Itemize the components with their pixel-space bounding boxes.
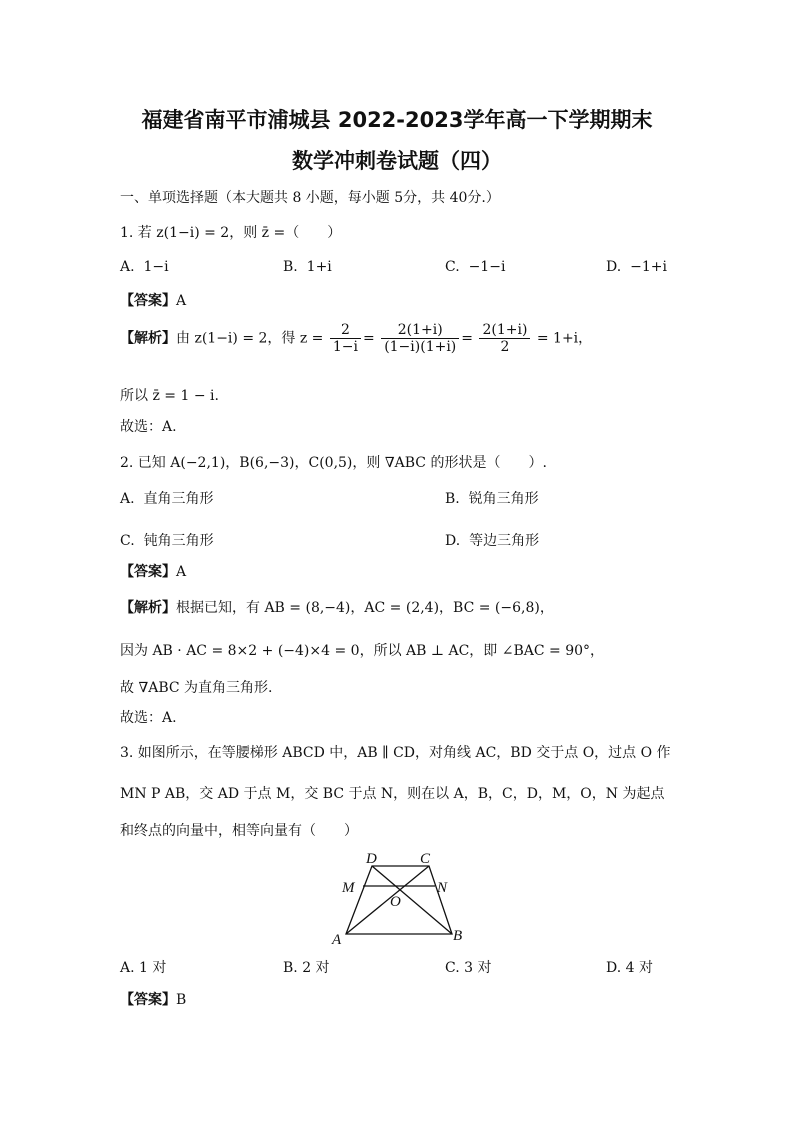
- q2-analysis-line-3: 故 ∇ABC 为直角三角形.: [120, 680, 273, 696]
- answer-value: B: [176, 992, 187, 1008]
- fraction-1: $\frac{2}{1-i}$: [330, 322, 361, 355]
- q3-option-a[interactable]: A. 1 对: [120, 960, 167, 976]
- fraction-3: $\frac{2(1+i)}{2}$: [479, 322, 530, 355]
- title-line-1: 福建省南平市浦城县 2022-2023学年高一下学期期末: [141, 108, 653, 132]
- label-a: A: [332, 932, 342, 948]
- answer-tag: 【答案】: [120, 992, 176, 1008]
- q2-answer: [120, 561, 186, 581]
- label-b: B: [453, 928, 463, 944]
- fraction-2: $\frac{2(1+i)}{(1-i)(1+i)}$: [381, 322, 459, 355]
- q1-option-c[interactable]: C. −1−i: [445, 259, 506, 275]
- analysis-tag: 【解析】: [120, 600, 176, 616]
- analysis-post: = 1+i，: [536, 330, 593, 347]
- answer-value: A: [176, 564, 187, 580]
- q1-analysis: 【解析】由 z(1−i) = 2，得 z = $\frac{2}{1-i}$ = $\frac{2(1+i)}{(1-i)(1+i)}$ = $\frac{2(1+i)}{2}$ = 1+i，: [120, 322, 593, 355]
- q1-choose: 故选：A.: [120, 419, 177, 435]
- q3-answer: [120, 989, 186, 1009]
- q1-answer: [120, 290, 186, 310]
- q1-option-d[interactable]: D. −1+i: [606, 259, 667, 275]
- analysis-pre: 由 z(1−i) = 2，得 z =: [176, 330, 324, 347]
- q1-option-a[interactable]: A. 1−i: [120, 259, 169, 275]
- q1-analysis-line-2: 所以 z̄ = 1 − i.: [120, 388, 219, 404]
- q2-option-c[interactable]: C. 钝角三角形: [120, 533, 214, 549]
- q2-option-b[interactable]: B. 锐角三角形: [445, 491, 539, 507]
- answer-value: A: [176, 293, 187, 309]
- label-d: D: [366, 851, 377, 867]
- q2-analysis-line-1: 【解析】根据已知，有 AB = (8,−4)，AC = (2,4)，BC = (−6,8)，: [120, 600, 554, 616]
- label-n: N: [437, 880, 448, 896]
- label-o: O: [390, 894, 401, 910]
- section-heading: 一、单项选择题（本大题共 8 小题，每小题 5分，共 40分.）: [120, 190, 500, 206]
- trapezoid-figure: [326, 848, 486, 948]
- q3-option-c[interactable]: C. 3 对: [445, 960, 492, 976]
- q3-stem-line-1: 3. 如图所示，在等腰梯形 ABCD 中，AB ∥ CD，对角线 AC，BD 交于点 O，过点 O 作: [120, 745, 671, 761]
- q2-option-a[interactable]: A. 直角三角形: [120, 491, 214, 507]
- q2-choose: 故选：A.: [120, 710, 177, 726]
- q3-option-b[interactable]: B. 2 对: [283, 960, 330, 976]
- label-m: M: [342, 880, 355, 896]
- title-line-2: 数学冲刺卷试题（四）: [292, 149, 502, 173]
- q3-stem-line-3: 和终点的向量中，相等向量有（ ）: [120, 823, 358, 839]
- analysis-tag: 【解析】: [120, 330, 176, 347]
- answer-tag: 【答案】: [120, 293, 176, 309]
- q3-option-d[interactable]: D. 4 对: [606, 960, 653, 976]
- q2-stem: 2. 已知 A(−2,1)，B(6,−3)，C(0,5)，则 ∇ABC 的形状是（ ）.: [120, 455, 547, 471]
- answer-tag: 【答案】: [120, 564, 176, 580]
- q1-option-b[interactable]: B. 1+i: [283, 259, 332, 275]
- q2-analysis-line-2: 因为 AB · AC = 8×2 + (−4)×4 = 0，所以 AB ⊥ AC，即 ∠BAC = 90°，: [120, 643, 605, 659]
- q1-stem: 1. 若 z(1−i) = 2，则 z̄ =（ ）: [120, 225, 342, 241]
- q2-option-d[interactable]: D. 等边三角形: [445, 533, 540, 549]
- label-c: C: [420, 851, 431, 867]
- q3-stem-line-2: MN P AB，交 AD 于点 M，交 BC 于点 N，则在以 A，B，C，D，M，O，N 为起点: [120, 786, 665, 802]
